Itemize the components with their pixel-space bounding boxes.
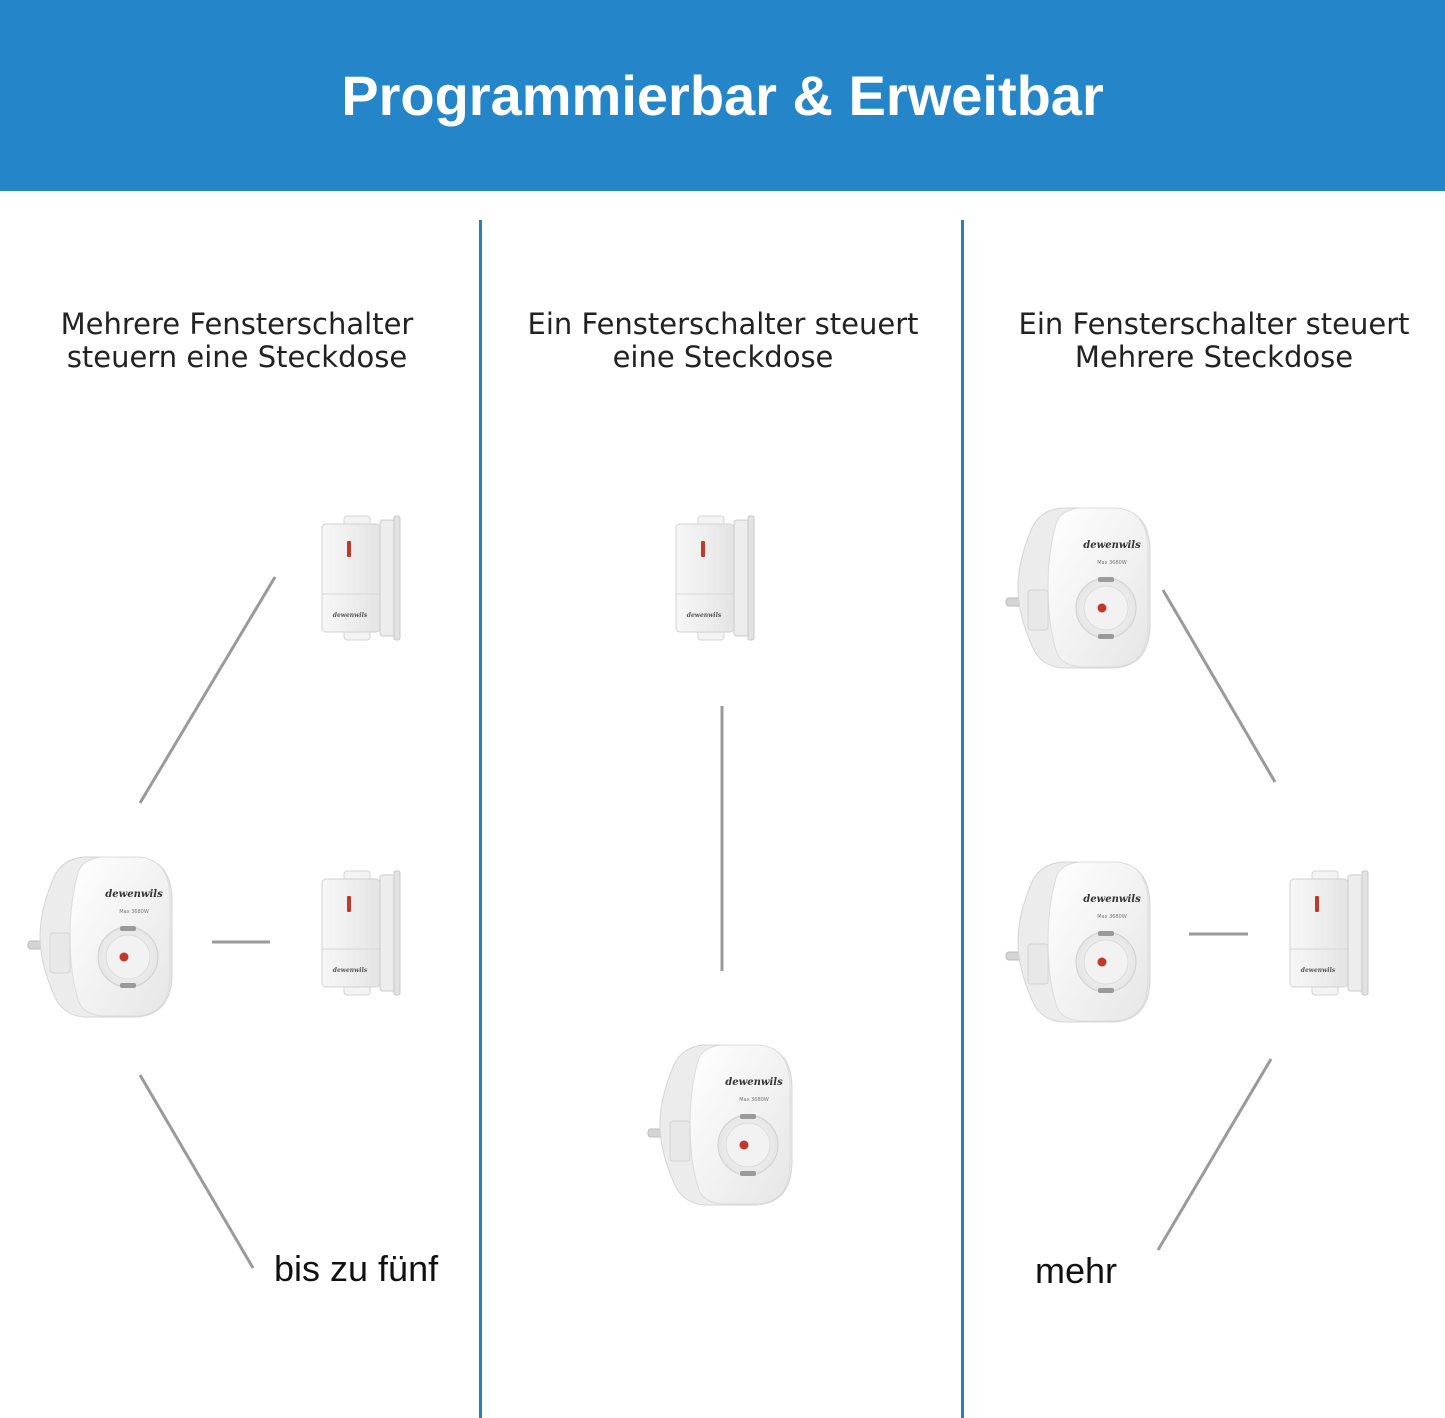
- brand-label: dewenwils: [1083, 540, 1141, 551]
- brand-label: dewenwils: [725, 1077, 783, 1088]
- smart-socket-icon: [1004, 504, 1154, 672]
- window-switch-icon: [316, 869, 404, 997]
- brand-label: dewenwils: [1083, 894, 1141, 905]
- page-title: Programmierbar & Erweitbar: [341, 64, 1104, 127]
- rating-label: Max 3680W: [119, 909, 149, 915]
- brand-label: dewenwils: [105, 889, 163, 900]
- brand-label: dewenwils: [1300, 967, 1336, 974]
- rating-label: Max 3680W: [1097, 914, 1127, 920]
- connector-line: [1158, 1059, 1271, 1250]
- brand-label: dewenwils: [332, 967, 368, 974]
- caption-more: mehr: [1035, 1250, 1118, 1291]
- smart-socket-icon: [646, 1041, 796, 1209]
- brand-label: dewenwils: [332, 612, 368, 619]
- smart-socket-icon: [26, 853, 176, 1021]
- column-title-line: Mehrere Fensterschalter: [60, 307, 414, 341]
- connector-line: [1163, 590, 1275, 782]
- connector-line: [140, 577, 275, 803]
- column-title-line: eine Steckdose: [612, 340, 834, 374]
- brand-label: dewenwils: [686, 612, 722, 619]
- column-title-line: Ein Fensterschalter steuert: [527, 307, 919, 341]
- rating-label: Max 3680W: [739, 1097, 769, 1103]
- smart-socket-icon: [1004, 858, 1154, 1026]
- connector-line: [140, 1075, 253, 1268]
- caption-up-to-five: bis zu fünf: [274, 1248, 439, 1289]
- rating-label: Max 3680W: [1097, 560, 1127, 566]
- window-switch-icon: [316, 514, 404, 642]
- column-title-line: Mehrere Steckdose: [1074, 340, 1354, 374]
- window-switch-icon: [670, 514, 758, 642]
- window-switch-icon: [1284, 869, 1372, 997]
- column-title-line: Ein Fensterschalter steuert: [1018, 307, 1410, 341]
- column-title-line: steuern eine Steckdose: [66, 340, 408, 374]
